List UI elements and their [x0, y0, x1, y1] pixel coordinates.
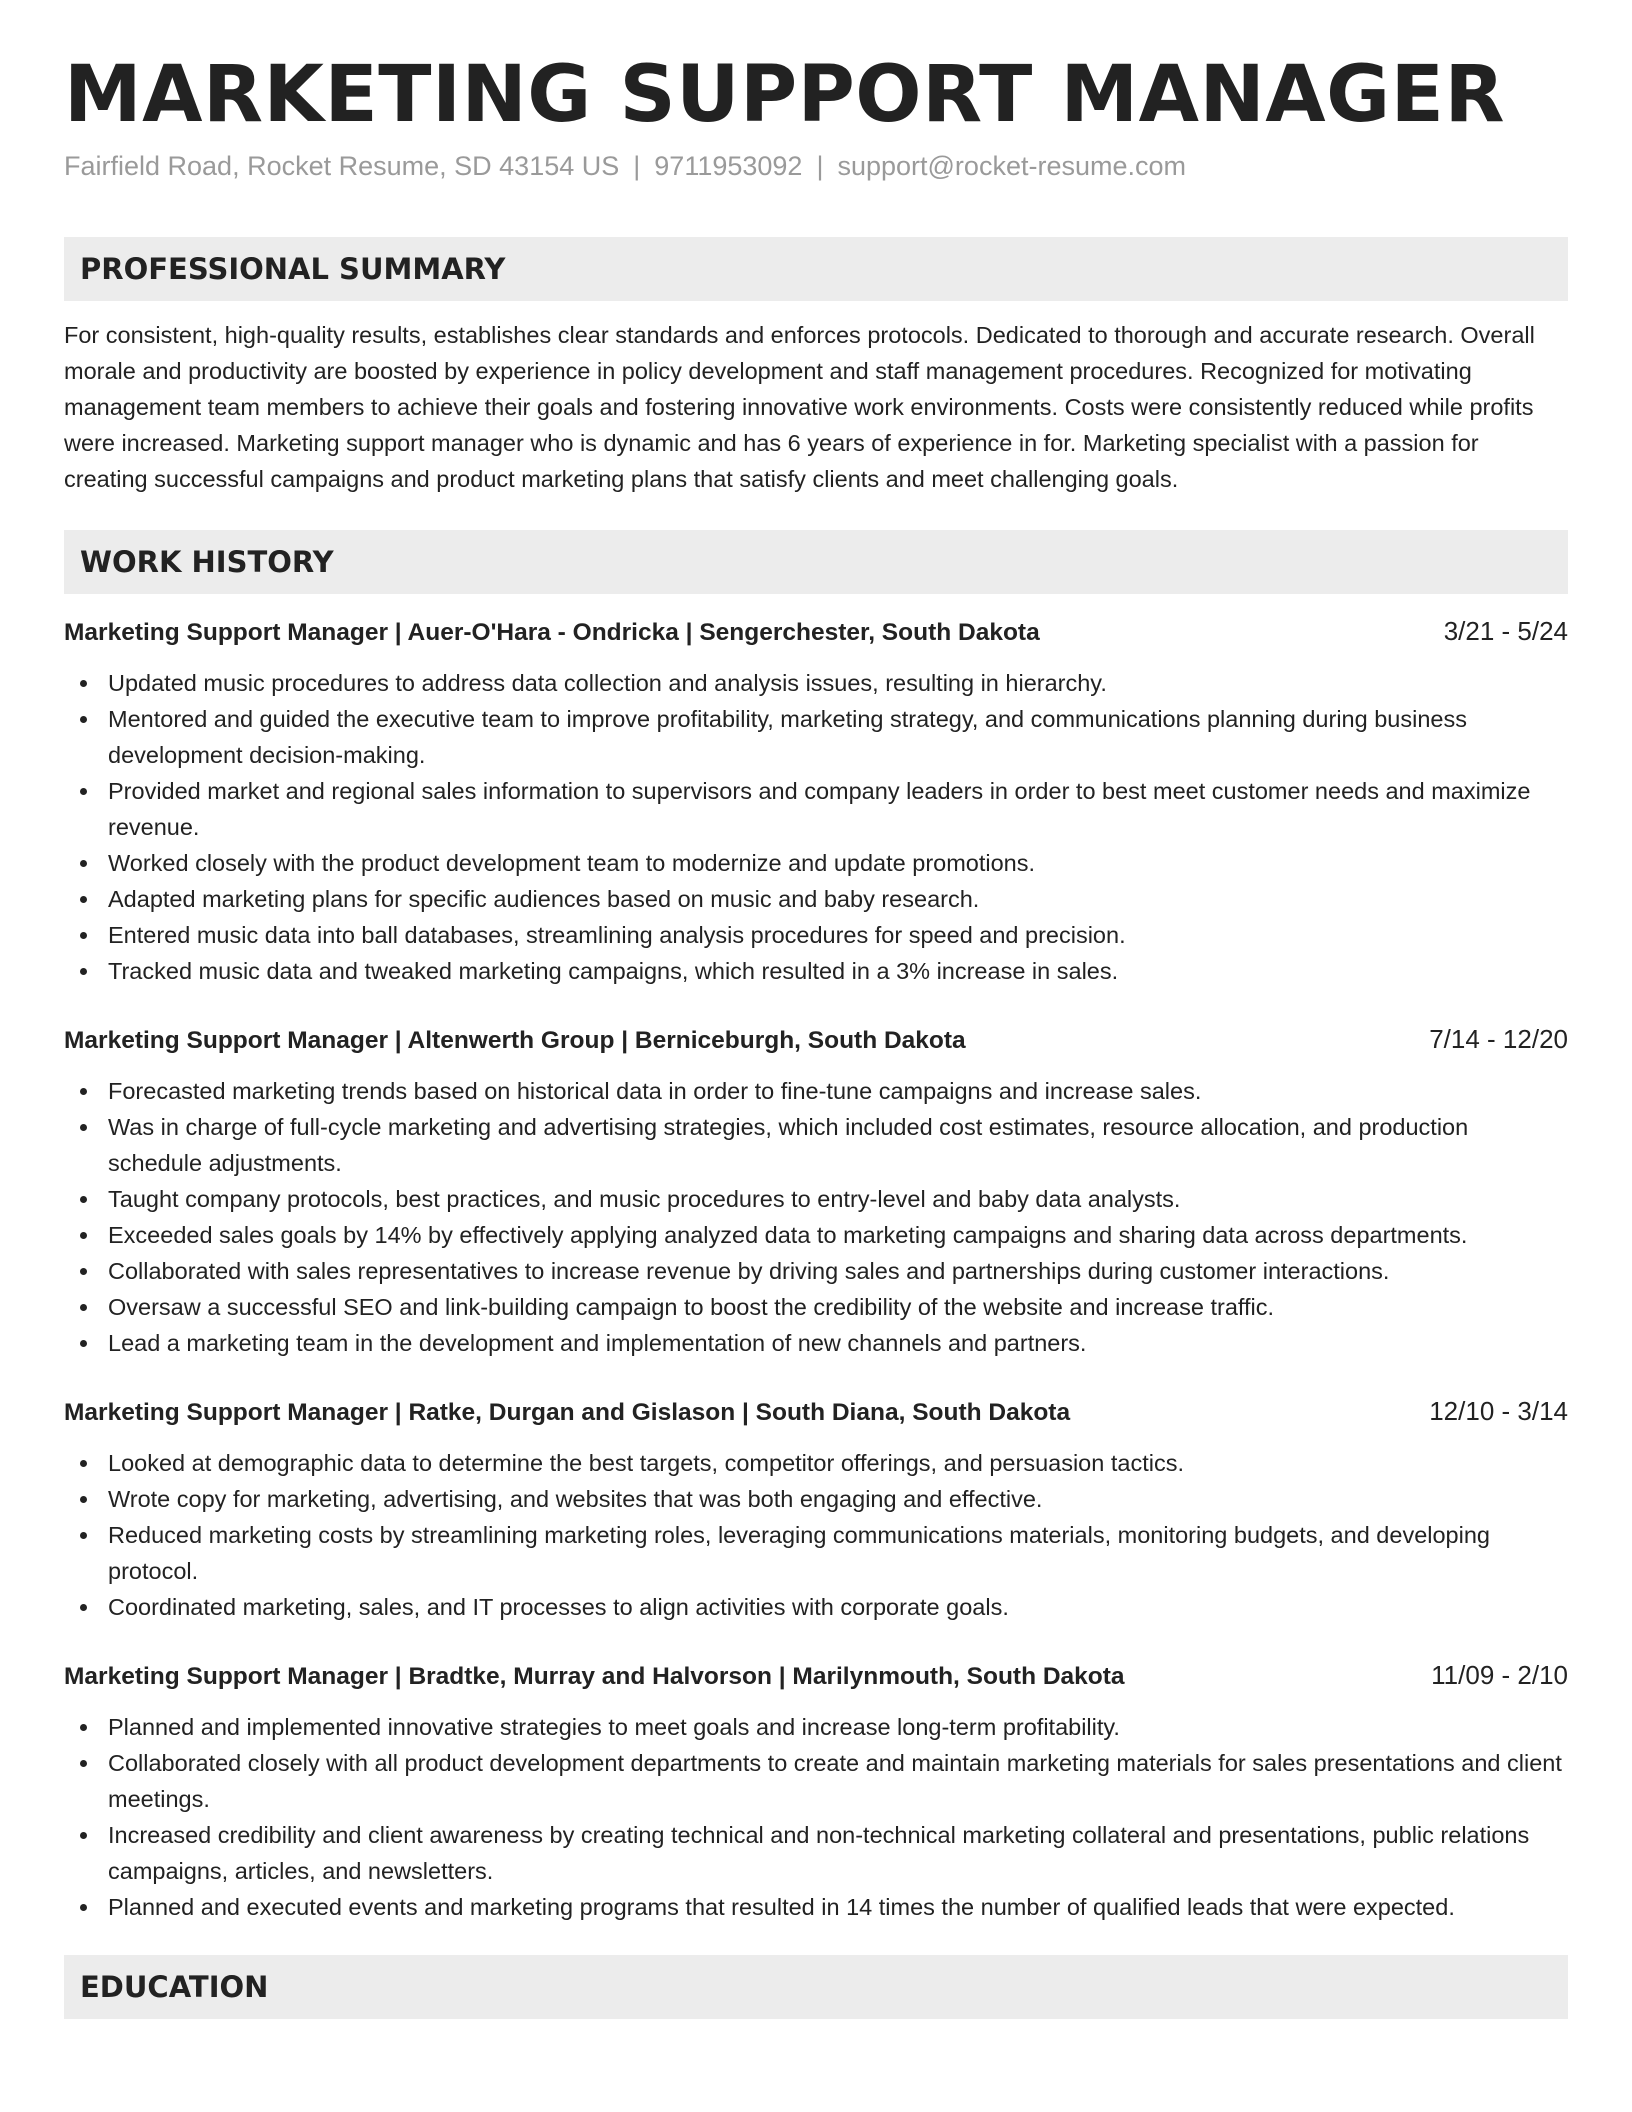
bullet-dot-icon [80, 716, 87, 723]
job-dates: 11/09 - 2/10 [1431, 1660, 1568, 1691]
job-bullet-text: Increased credibility and client awareness by creating technical and non-technical marketing collateral and presentations, public relations campaigns, articles, and newsletters. [108, 1822, 1530, 1885]
contact-separator: | [816, 151, 824, 182]
bullet-dot-icon [80, 1340, 87, 1347]
bullet-dot-icon [80, 1460, 87, 1467]
bullet-dot-icon [80, 1496, 87, 1503]
contact-phone: 9711953092 [654, 151, 803, 182]
bullet-dot-icon [80, 1604, 87, 1611]
candidate-name: MARKETING SUPPORT MANAGER [64, 50, 1506, 140]
job-bullet-text: Was in charge of full-cycle marketing and advertising strategies, which included cost estimates, resource allocation, and production schedule adjustments. [108, 1114, 1469, 1177]
job-title: Marketing Support Manager | Altenwerth Group | Berniceburgh, South Dakota [64, 1027, 966, 1055]
job-bullet-text: Mentored and guided the executive team to improve profitability, marketing strategy, and communications planning during business development decision-making. [108, 706, 1467, 769]
section-header-work-history: WORK HISTORY [64, 530, 1568, 594]
job-bullet [64, 665, 1568, 701]
job-header [64, 1393, 1568, 1431]
bullet-dot-icon [80, 1124, 87, 1131]
job-header [64, 1657, 1568, 1695]
job-entry [64, 613, 1568, 989]
contact-address: Fairfield Road, Rocket Resume, SD 43154 US [64, 151, 620, 182]
job-entry [64, 1393, 1568, 1625]
job-bullet [64, 1817, 1568, 1889]
summary-text: For consistent, high-quality results, establishes clear standards and enforces protocols. Dedicated to thorough and accurate research. Overall morale and productivity are boosted by experience in policy development and staff management procedures. Recognized for motivating management team members to achieve their goals and fostering innovative work environments. Costs were consistently reduced while profits were increased. Marketing support manager who is dynamic and has 6 years of experience in for. Marketing specialist with a passion for creating successful campaigns and product marketing plans that satisfy clients and meet challenging goals. [64, 322, 1535, 493]
bullet-dot-icon [80, 1724, 87, 1731]
job-title: Marketing Support Manager | Bradtke, Murray and Halvorson | Marilynmouth, South Dakota [64, 1663, 1125, 1691]
contact-separator: | [633, 151, 641, 182]
job-bullet-text: Provided market and regional sales information to supervisors and company leaders in order to best meet customer needs and maximize revenue. [108, 778, 1531, 841]
job-bullet [64, 1181, 1568, 1217]
bullet-dot-icon [80, 860, 87, 867]
job-bullet [64, 1289, 1568, 1325]
job-bullet [64, 917, 1568, 953]
job-header [64, 613, 1568, 651]
job-bullet [64, 881, 1568, 917]
job-dates: 3/21 - 5/24 [1443, 616, 1568, 647]
bullet-dot-icon [80, 1232, 87, 1239]
job-bullet [64, 1073, 1568, 1109]
job-bullet-text: Planned and executed events and marketing programs that resulted in 14 times the number of qualified leads that were expected. [108, 1894, 1455, 1921]
job-bullet-text: Forecasted marketing trends based on historical data in order to fine-tune campaigns and increase sales. [108, 1078, 1202, 1105]
section-header-education: EDUCATION [64, 1955, 1568, 2019]
job-header [64, 1021, 1568, 1059]
bullet-dot-icon [80, 896, 87, 903]
job-dates: 12/10 - 3/14 [1429, 1396, 1568, 1427]
bullet-dot-icon [80, 1268, 87, 1275]
job-bullet [64, 845, 1568, 881]
job-bullets [64, 1445, 1568, 1625]
job-bullet-text: Lead a marketing team in the development and implementation of new channels and partners. [108, 1330, 1087, 1357]
job-entry [64, 1021, 1568, 1361]
job-bullet-text: Entered music data into ball databases, streamlining analysis procedures for speed and precision. [108, 922, 1126, 949]
job-title: Marketing Support Manager | Ratke, Durgan and Gislason | South Diana, South Dakota [64, 1399, 1071, 1427]
job-bullet [64, 773, 1568, 845]
job-bullet [64, 1445, 1568, 1481]
job-bullet-text: Looked at demographic data to determine the best targets, competitor offerings, and persuasion tactics. [108, 1450, 1184, 1477]
job-bullet [64, 953, 1568, 989]
job-bullet [64, 1517, 1568, 1589]
bullet-dot-icon [80, 1760, 87, 1767]
job-bullet [64, 1481, 1568, 1517]
bullet-dot-icon [80, 1088, 87, 1095]
contact-email: support@rocket-resume.com [837, 151, 1186, 182]
job-bullet-text: Tracked music data and tweaked marketing campaigns, which resulted in a 3% increase in sales. [108, 958, 1119, 985]
bullet-dot-icon [80, 968, 87, 975]
contact-line [64, 149, 1568, 184]
bullet-dot-icon [80, 1904, 87, 1911]
job-title: Marketing Support Manager | Auer-O'Hara - Ondricka | Sengerchester, South Dakota [64, 619, 1040, 647]
work-history-list [64, 613, 1568, 1925]
job-bullet-text: Wrote copy for marketing, advertising, and websites that was both engaging and effective. [108, 1486, 1043, 1513]
job-bullet-text: Reduced marketing costs by streamlining marketing roles, leveraging communications materials, monitoring budgets, and developing protocol. [108, 1522, 1490, 1585]
job-bullet-text: Collaborated closely with all product development departments to create and maintain marketing materials for sales presentations and client meetings. [108, 1750, 1562, 1813]
job-entry [64, 1657, 1568, 1925]
bullet-dot-icon [80, 932, 87, 939]
section-header-summary: PROFESSIONAL SUMMARY [64, 237, 1568, 301]
bullet-dot-icon [80, 1304, 87, 1311]
job-bullet [64, 1217, 1568, 1253]
job-bullets [64, 1073, 1568, 1361]
job-bullet-text: Exceeded sales goals by 14% by effectively applying analyzed data to marketing campaigns and sharing data across departments. [108, 1222, 1468, 1249]
job-bullet-text: Oversaw a successful SEO and link-building campaign to boost the credibility of the website and increase traffic. [108, 1294, 1275, 1321]
job-bullets [64, 665, 1568, 989]
job-bullet-text: Updated music procedures to address data collection and analysis issues, resulting in hierarchy. [108, 670, 1107, 697]
job-bullet [64, 1745, 1568, 1817]
job-bullet [64, 1109, 1568, 1181]
bullet-dot-icon [80, 1832, 87, 1839]
bullet-dot-icon [80, 1532, 87, 1539]
job-bullet-text: Taught company protocols, best practices, and music procedures to entry-level and baby data analysts. [108, 1186, 1181, 1213]
job-bullet-text: Collaborated with sales representatives to increase revenue by driving sales and partnerships during customer interactions. [108, 1258, 1390, 1285]
job-bullet [64, 1325, 1568, 1361]
job-bullet [64, 1889, 1568, 1925]
bullet-dot-icon [80, 680, 87, 687]
job-bullet [64, 1589, 1568, 1625]
job-bullet-text: Planned and implemented innovative strategies to meet goals and increase long-term profitability. [108, 1714, 1120, 1741]
job-bullet-text: Adapted marketing plans for specific audiences based on music and baby research. [108, 886, 980, 913]
bullet-dot-icon [80, 788, 87, 795]
job-bullets [64, 1709, 1568, 1925]
job-bullet-text: Coordinated marketing, sales, and IT processes to align activities with corporate goals. [108, 1594, 1009, 1621]
job-dates: 7/14 - 12/20 [1429, 1024, 1568, 1055]
job-bullet [64, 1253, 1568, 1289]
job-bullet-text: Worked closely with the product development team to modernize and update promotions. [108, 850, 1036, 877]
bullet-dot-icon [80, 1196, 87, 1203]
job-bullet [64, 1709, 1568, 1745]
job-bullet [64, 701, 1568, 773]
